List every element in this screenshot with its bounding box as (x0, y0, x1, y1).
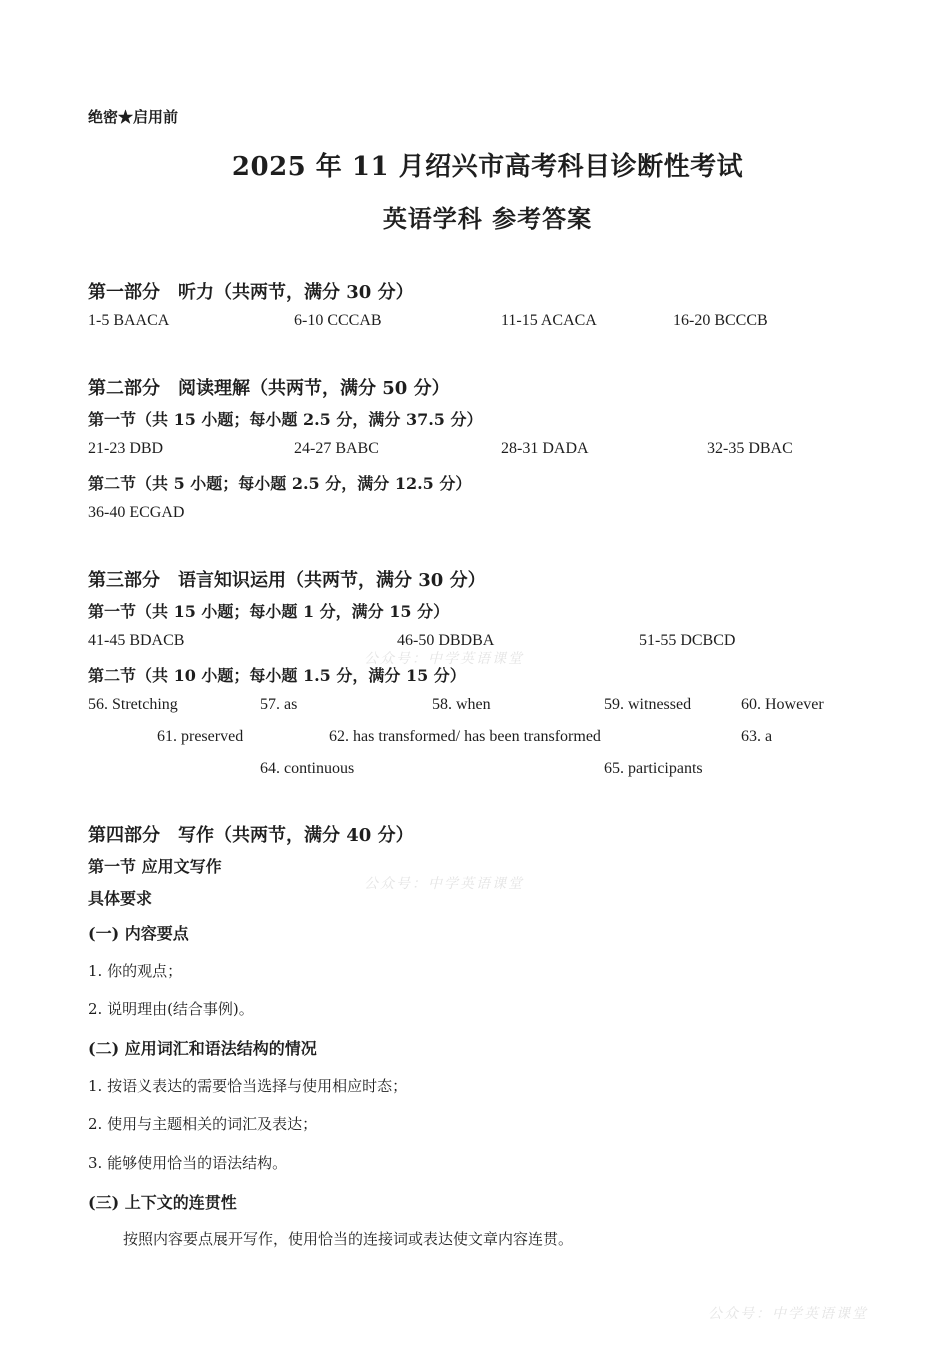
part2-section1-heading: 第一节（共 15 小题；每小题 2.5 分，满分 37.5 分） (88, 410, 483, 429)
exam-title: 2025 年 11 月绍兴市高考科目诊断性考试 (231, 152, 744, 182)
answer-group: 51-55 DCBCD (639, 632, 736, 649)
grammar-item: 1. 按语义表达的需要恰当选择与使用相应时态； (88, 1077, 408, 1095)
part2-heading: 第二部分 阅读理解（共两节，满分 50 分） (88, 378, 450, 399)
answer-item: 63. a (741, 728, 773, 745)
part3-section1-heading: 第一节（共 15 小题；每小题 1 分，满分 15 分） (88, 602, 450, 621)
answer-group: 11-15 ACACA (501, 312, 597, 329)
answer-item: 65. participants (604, 760, 703, 777)
answer-item: 60. However (741, 696, 824, 713)
answer-item: 58. when (432, 696, 491, 713)
requirements-heading: 具体要求 (88, 889, 153, 908)
answer-group: 16-20 BCCCB (673, 312, 768, 329)
part4-heading: 第四部分 写作（共两节，满分 40 分） (88, 825, 414, 846)
confidential-label: 绝密★启用前 (88, 108, 179, 126)
coherence-heading: (三) 上下文的连贯性 (88, 1193, 237, 1212)
answer-group: 28-31 DADA (501, 440, 589, 457)
answer-group: 24-27 BABC (294, 440, 379, 457)
answer-group: 6-10 CCCAB (294, 312, 382, 329)
answer-item: 62. has transformed/ has been transformed (329, 728, 601, 745)
content-point-item: 2. 说明理由(结合事例)。 (88, 1000, 254, 1018)
grammar-item: 3. 能够使用恰当的语法结构。 (88, 1154, 288, 1172)
watermark: 公众号：中学英语课堂 (364, 651, 524, 667)
grammar-item: 2. 使用与主题相关的词汇及表达； (88, 1115, 318, 1133)
exam-subtitle: 英语学科 参考答案 (382, 204, 593, 233)
content-point-item: 1. 你的观点； (88, 962, 183, 980)
answer-group: 21-23 DBD (88, 440, 164, 457)
answer-item: 57. as (260, 696, 298, 713)
answer-group: 36-40 ECGAD (88, 504, 185, 521)
watermark: 公众号：中学英语课堂 (364, 876, 524, 892)
part3-section2-heading: 第二节（共 10 小题；每小题 1.5 分，满分 15 分） (88, 666, 466, 685)
answer-item: 56. Stretching (88, 696, 178, 713)
answer-item: 61. preserved (157, 728, 244, 745)
part2-section2-heading: 第二节（共 5 小题；每小题 2.5 分，满分 12.5 分） (88, 474, 472, 493)
watermark: 公众号：中学英语课堂 (708, 1306, 868, 1322)
answer-group: 41-45 BDACB (88, 632, 185, 649)
part3-heading: 第三部分 语言知识运用（共两节，满分 30 分） (88, 570, 486, 591)
answer-group: 46-50 DBDBA (397, 632, 495, 649)
content-points-heading: (一) 内容要点 (88, 924, 189, 943)
coherence-text: 按照内容要点展开写作，使用恰当的连接词或表达使文章内容连贯。 (123, 1230, 574, 1248)
part1-heading: 第一部分 听力（共两节，满分 30 分） (88, 282, 414, 303)
answer-item: 64. continuous (260, 760, 355, 777)
answer-item: 59. witnessed (604, 696, 692, 713)
part4-section1-heading: 第一节 应用文写作 (88, 857, 222, 876)
answer-group: 32-35 DBAC (707, 440, 793, 457)
answer-group: 1-5 BAACA (88, 312, 170, 329)
grammar-heading: (二) 应用词汇和语法结构的情况 (88, 1039, 317, 1058)
